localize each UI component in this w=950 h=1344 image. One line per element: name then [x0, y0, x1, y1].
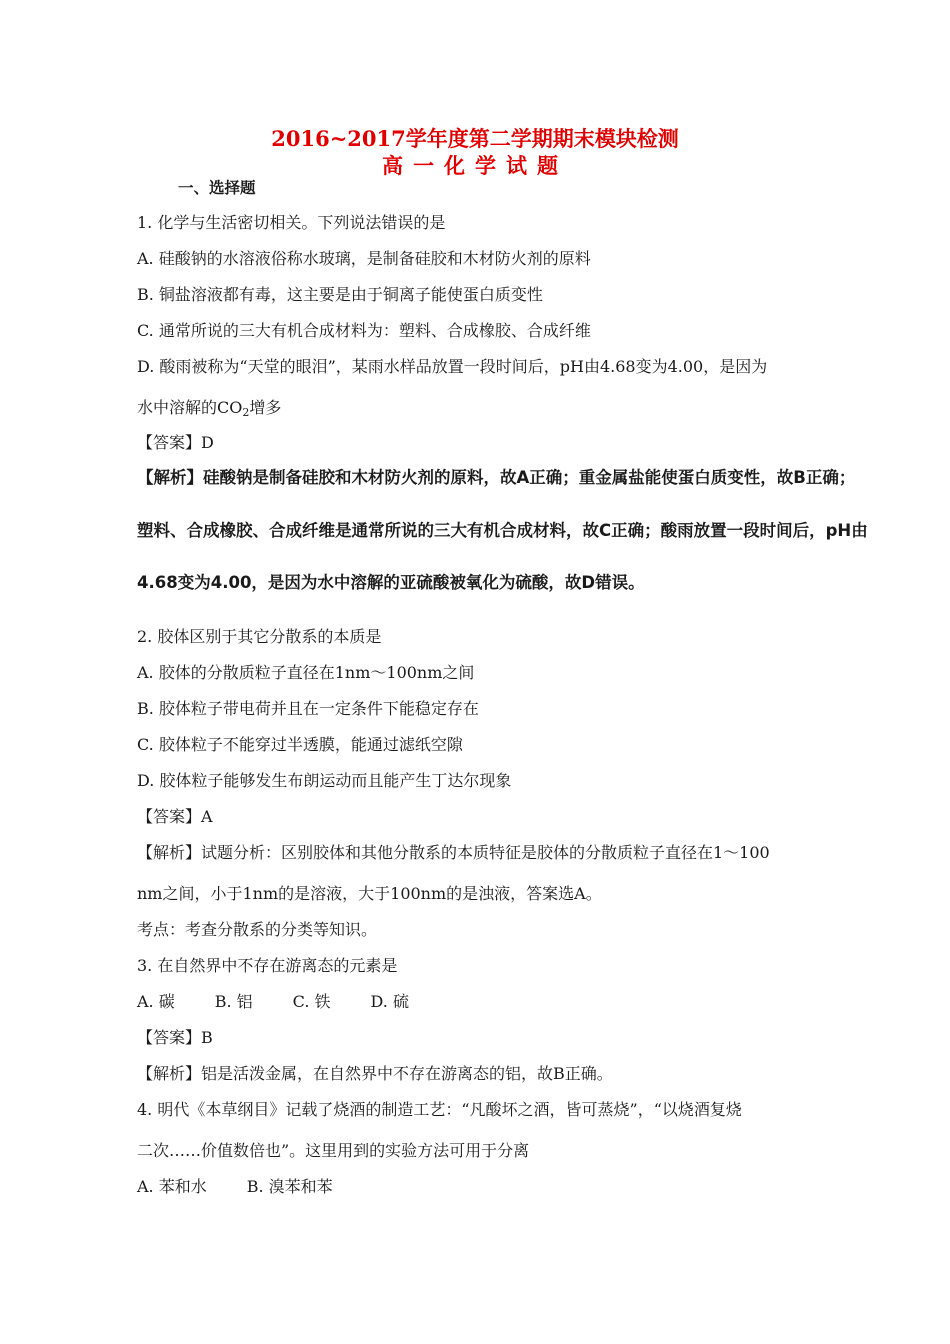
section-heading: 一、选择题 — [178, 178, 256, 197]
q1-analysis-line: 塑料、合成橡胶、合成纤维是通常所说的三大有机合成材料，故C正确；酸雨放置一段时间后，pH由 — [137, 521, 868, 540]
q3-answer: 【答案】B — [137, 1028, 213, 1047]
q1-option-d: D. 酸雨被称为“天堂的眼泪”，某雨水样品放置一段时间后，pH由4.68变为4.00，是因为 — [137, 357, 768, 376]
q2-exam-point: 考点：考查分散系的分类等知识。 — [137, 920, 378, 939]
q1-stem: 1. 化学与生活密切相关。下列说法错误的是 — [137, 213, 446, 232]
q1-analysis-line: 【解析】硅酸钠是制备硅胶和木材防火剂的原料，故A正确；重金属盐能使蛋白质变性，故B正确； — [137, 468, 856, 487]
exam-title: 2016~2017学年度第二学期期末模块检测 — [271, 126, 679, 151]
q1-analysis-line: 4.68变为4.00，是因为水中溶解的亚硫酸被氧化为硫酸，故D错误。 — [137, 573, 645, 592]
q1-option-b: B. 铜盐溶液都有毒，这主要是由于铜离子能使蛋白质变性 — [137, 285, 543, 304]
q3-option-d: D. 硫 — [370, 992, 409, 1011]
q1-option-d-text-end: 增多 — [249, 398, 282, 417]
q3-stem: 3. 在自然界中不存在游离态的元素是 — [137, 956, 398, 975]
q4-stem-continued: 二次……价值数倍也”。这里用到的实验方法可用于分离 — [137, 1141, 530, 1160]
q2-option-c: C. 胶体粒子不能穿过半透膜，能通过滤纸空隙 — [137, 735, 463, 754]
q2-analysis-line: 【解析】试题分析：区别胶体和其他分散系的本质特征是胶体的分散质粒子直径在1～100 — [137, 843, 770, 862]
q4-stem: 4. 明代《本草纲目》记载了烧酒的制造工艺：“凡酸坏之酒，皆可蒸烧”，“以烧酒复烧 — [137, 1100, 742, 1119]
q2-option-d: D. 胶体粒子能够发生布朗运动而且能产生丁达尔现象 — [137, 771, 512, 790]
q3-analysis: 【解析】铝是活泼金属，在自然界中不存在游离态的铝，故B正确。 — [137, 1064, 613, 1083]
exam-subtitle: 高一化学试题 — [382, 153, 568, 178]
q1-option-d-continued — [137, 398, 281, 423]
q3-option-b: B. 铝 — [214, 992, 253, 1011]
q2-stem: 2. 胶体区别于其它分散系的本质是 — [137, 627, 382, 646]
q2-option-a: A. 胶体的分散质粒子直径在1nm～100nm之间 — [137, 663, 475, 682]
q2-analysis-line: nm之间，小于1nm的是溶液，大于100nm的是浊液，答案选A。 — [137, 884, 602, 903]
q4-option-a: A. 苯和水 — [137, 1177, 207, 1196]
q2-answer: 【答案】A — [137, 807, 213, 826]
q4-option-b: B. 溴苯和苯 — [246, 1177, 333, 1196]
q1-answer: 【答案】D — [137, 433, 214, 452]
q4-options — [137, 1177, 333, 1197]
q3-options — [137, 992, 409, 1012]
q3-option-c: C. 铁 — [292, 992, 331, 1011]
q1-option-c: C. 通常所说的三大有机合成材料为：塑料、合成橡胶、合成纤维 — [137, 321, 591, 340]
q1-option-d-text: 水中溶解的CO — [137, 398, 243, 417]
q2-option-b: B. 胶体粒子带电荷并且在一定条件下能稳定存在 — [137, 699, 479, 718]
q1-option-a: A. 硅酸钠的水溶液俗称水玻璃，是制备硅胶和木材防火剂的原料 — [137, 249, 591, 268]
q3-option-a: A. 碳 — [137, 992, 175, 1011]
subscript: 2 — [242, 406, 250, 419]
